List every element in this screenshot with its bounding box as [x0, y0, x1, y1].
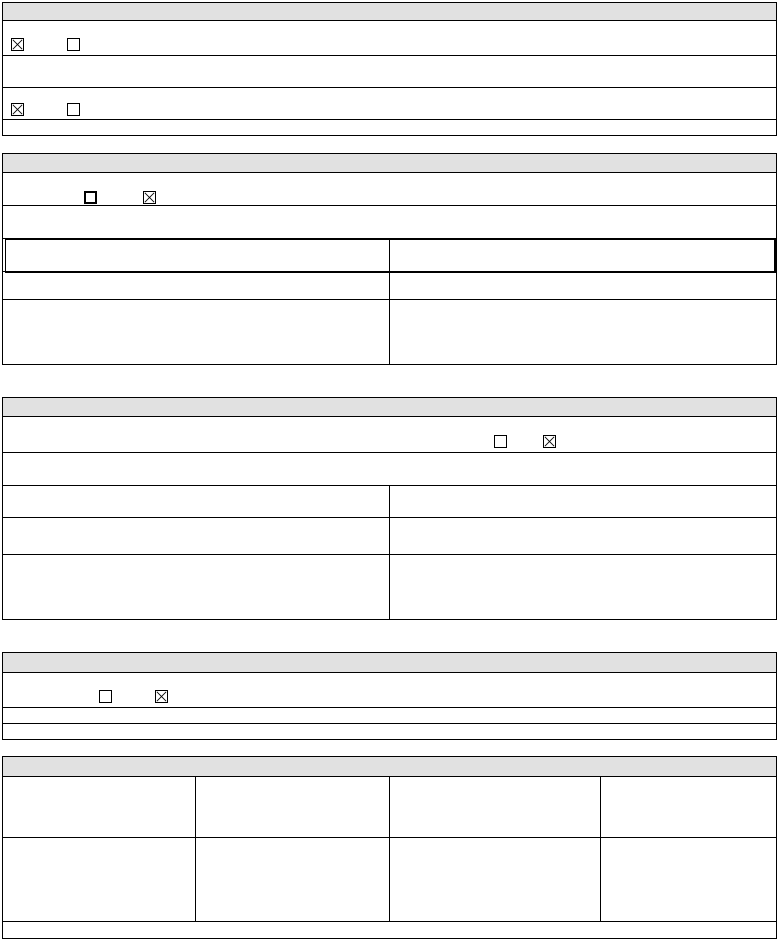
section-1-row-2-checkbox-2[interactable]: [67, 103, 80, 116]
divider: [3, 119, 776, 120]
section-5-header: [3, 757, 776, 777]
section-3-checkbox-1[interactable]: [494, 435, 507, 448]
section-5: [2, 756, 777, 939]
divider: [3, 205, 776, 206]
column-divider: [389, 485, 390, 619]
column-divider: [195, 777, 196, 921]
divider: [3, 921, 776, 922]
section-4: [2, 652, 777, 740]
section-1-row-1-checkbox-2[interactable]: [67, 38, 80, 51]
divider: [3, 452, 776, 453]
section-1-row-2-checkbox-1[interactable]: [11, 103, 24, 116]
section-2-field-box: [5, 239, 776, 273]
section-1-header: [3, 3, 776, 21]
section-4-checkbox-1[interactable]: [99, 690, 112, 703]
section-4-header: [3, 653, 776, 673]
divider: [3, 723, 776, 724]
section-3-checkbox-2[interactable]: [543, 435, 556, 448]
column-divider: [389, 777, 390, 921]
section-3-header: [3, 398, 776, 417]
section-2-header: [3, 154, 776, 173]
divider: [3, 55, 776, 56]
section-3: [2, 397, 777, 620]
column-divider: [600, 777, 601, 921]
section-1: [2, 2, 777, 136]
section-2-checkbox-2[interactable]: [143, 191, 156, 204]
section-4-checkbox-2[interactable]: [155, 690, 168, 703]
divider: [3, 87, 776, 88]
section-2-checkbox-1[interactable]: [84, 191, 97, 204]
section-1-row-1-checkbox-1[interactable]: [11, 38, 24, 51]
divider: [3, 707, 776, 708]
